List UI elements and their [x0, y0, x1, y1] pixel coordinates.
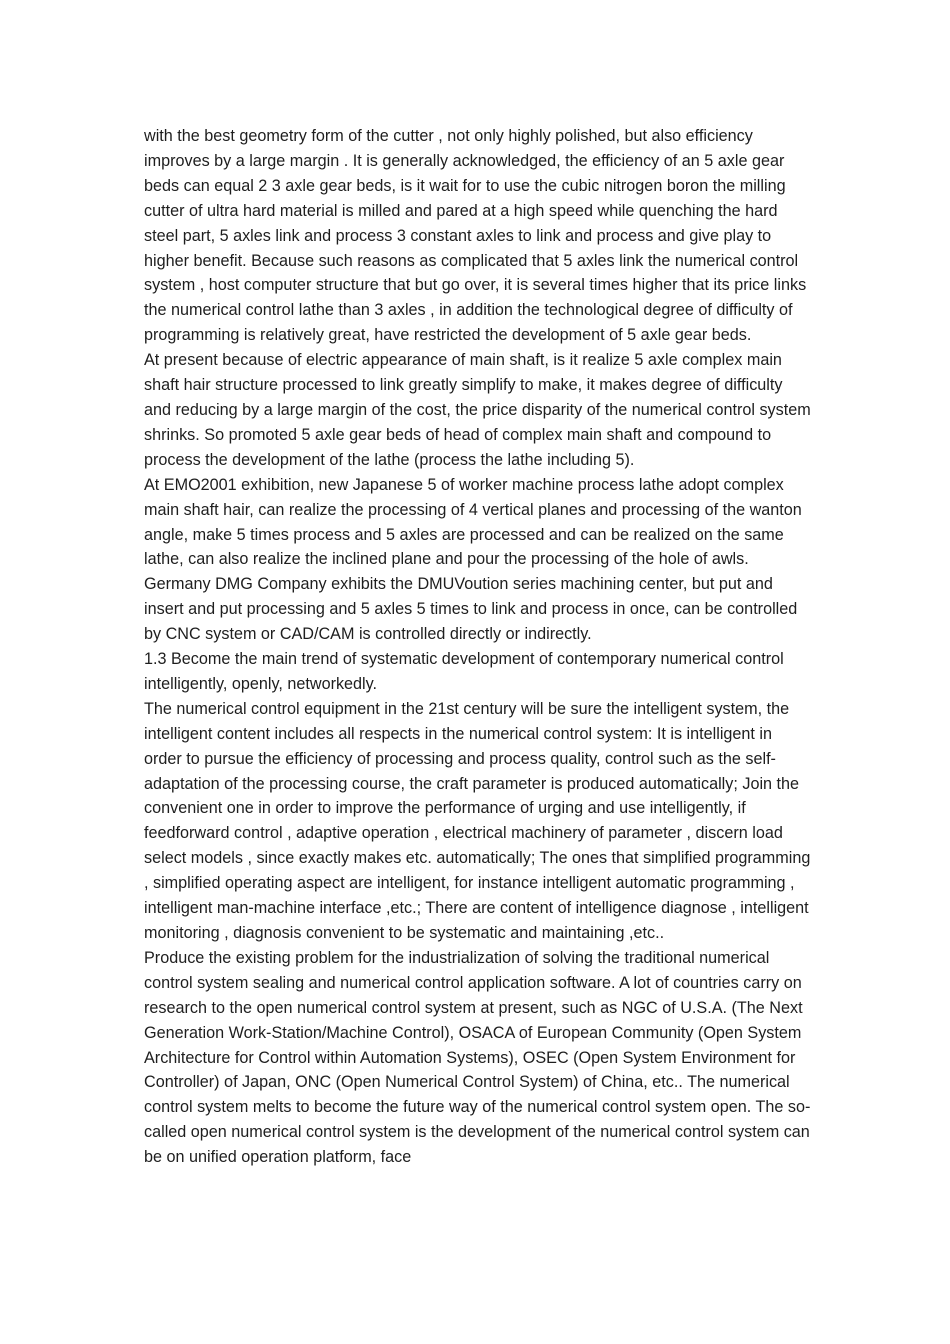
paragraph-1: with the best geometry form of the cutter , not only highly polished, but also efficiency improves by a large margin . It is generally acknowledged, the efficiency of an 5 axle gear beds can equal 2 3 axle gear beds, is it wait for to use the cubic nitrogen boron the milling cutter of ultra hard material is milled and pared at a high speed while quenching the hard steel part, 5 axles link and process 3 constant axles to link and process and give play to higher benefit. Because such reasons as complicated that 5 axles link the numerical control system , host computer structure that but go over, it is several times higher that its price links the numerical control lathe than 3 axles , in addition the technological degree of difficulty of programming is relatively great, have restricted the development of 5 axle gear beds.	[144, 127, 807, 345]
paragraph-4: The numerical control equipment in the 21st century will be sure the intelligent system, the intelligent content includes all respects in the numerical control system: It is intelligent in order to pursue the efficiency of processing and process quality, control such as the self-adaptation of the processing course, the craft parameter is produced automatically; Join the convenient one in order to improve the performance of urging and use intelligently, if feedforward control , adaptive operation , electrical machinery of parameter , discern load select models , since exactly makes etc. automatically; The ones that simplified programming , simplified operating aspect are intelligent, for instance intelligent automatic programming , intelligent man-machine interface ,etc.; There are content of intelligence diagnose , intelligent monitoring , diagnosis convenient to be systematic and maintaining ,etc..	[144, 699, 811, 942]
body-text	[144, 124, 812, 1170]
section-heading: 1.3 Become the main trend of systematic development of contemporary numerical control intelligently, openly, networkedly.	[144, 650, 784, 693]
paragraph-3: At EMO2001 exhibition, new Japanese 5 of worker machine process lathe adopt complex main shaft hair, can realize the processing of 4 vertical planes and processing of the wanton angle, make 5 times process and 5 axles are processed and can be realized on the same lathe, can also realize the inclined plane and pour the processing of the hole of awls. Germany DMG Company exhibits the DMUVoution series machining center, but put and insert and put processing and 5 axles 5 times to link and process in once, can be controlled by CNC system or CAD/CAM is controlled directly or indirectly.	[144, 475, 802, 644]
paragraph-2: At present because of electric appearance of main shaft, is it realize 5 axle complex main shaft hair structure processed to link greatly simplify to make, it makes degree of difficulty and reducing by a large margin of the cost, the price disparity of the numerical control system shrinks. So promoted 5 axle gear beds of head of complex main shaft and compound to process the development of the lathe (process the lathe including 5).	[144, 351, 811, 469]
paragraph-5: Produce the existing problem for the industrialization of solving the traditional numerical control system sealing and numerical control application software. A lot of countries carry on research to the open numerical control system at present, such as NGC of U.S.A. (The Next Generation Work-Station/Machine Control), OSACA of European Community (Open System Architecture for Control within Automation Systems), OSEC (Open System Environment for Controller) of Japan, ONC (Open Numerical Control System) of China, etc.. The numerical control system melts to become the future way of the numerical control system open. The so-called open numerical control system is the development of the numerical control system can be on unified operation platform, face	[144, 948, 811, 1167]
